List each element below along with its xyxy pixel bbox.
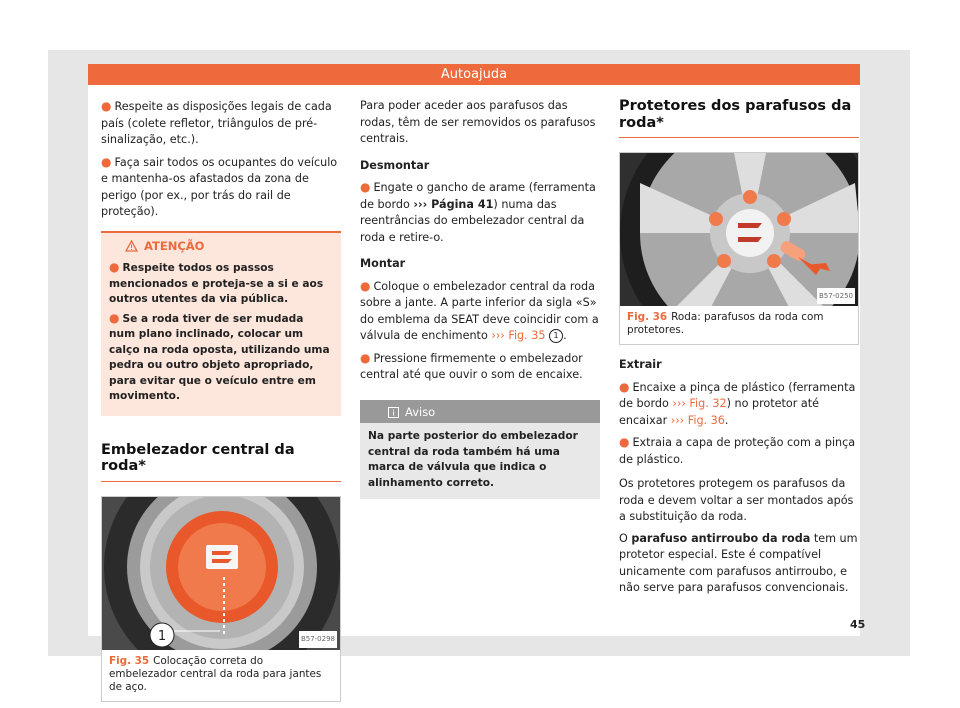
dismount-heading: Desmontar bbox=[360, 158, 430, 172]
bullet-icon: ● bbox=[360, 350, 371, 365]
page-reference-link[interactable]: ››› Página 41 bbox=[413, 197, 494, 211]
note-box bbox=[360, 400, 600, 500]
intro-paragraph: Para poder aceder aos parafusos das rodas, têm de ser removidos os parafusos centrais. bbox=[360, 99, 596, 145]
figure-code: B57-0250 bbox=[817, 288, 855, 305]
bullet-icon: ● bbox=[360, 180, 371, 194]
figure-reference-link[interactable]: ››› Fig. 32 bbox=[672, 397, 727, 410]
page-number: 45 bbox=[850, 618, 866, 631]
list-item: ● Extraia a capa de proteção com a pinça de plástico. bbox=[619, 435, 856, 466]
figure-image bbox=[620, 153, 858, 306]
figure-caption: Fig. 35 Colocação correta do embelezador central da roda para jantes de aço. bbox=[109, 654, 322, 693]
bullet-icon: ● bbox=[360, 278, 371, 293]
column-middle bbox=[360, 98, 600, 499]
wheel-hubcap-illustration bbox=[102, 497, 340, 650]
bullet-icon: ● bbox=[619, 379, 630, 394]
paragraph: O parafuso antirroubo da roda tem um protetor especial. Este é compatível unicamente com parafusos antirroubo, e não serve para parafusos convencionais. bbox=[619, 531, 858, 594]
list-item: ● Coloque o embelezador central da roda sobre a jante. A parte inferior da sigla «S» do emblema da SEAT deve coincidir com a válvula de enchimento ››› Fig. 35 1 . bbox=[360, 278, 599, 342]
paragraph: Os protetores protegem os parafusos da roda e devem voltar a ser montados após a substituição da roda. bbox=[619, 477, 854, 523]
figure-reference-link[interactable]: ››› Fig. 36 bbox=[670, 413, 725, 427]
list-item: ● Respeite as disposições legais de cada país (colete refletor, triângulos de pré-sinalização, etc.). bbox=[101, 99, 332, 146]
list-item: ● Pressione firmemente o embelezador central até que ouvir o som de encaixe. bbox=[360, 350, 583, 381]
list-item: ● Respeite todos os passos mencionados e proteja-se a si e aos outros utentes da via pública. bbox=[109, 260, 324, 305]
section-title: Protetores dos parafusos da roda* bbox=[619, 98, 859, 138]
figure-image bbox=[102, 497, 340, 650]
list-item: ● Engate o gancho de arame (ferramenta de bordo ››› Página 41) numa das reentrâncias do embelezador central da roda e retire-o. bbox=[360, 180, 596, 244]
note-title: Aviso bbox=[360, 402, 600, 424]
warning-triangle-icon bbox=[125, 240, 138, 252]
bullet-icon: ● bbox=[101, 154, 112, 169]
bullet-icon: ● bbox=[619, 435, 630, 449]
warning-title: ATENÇÃO bbox=[109, 239, 333, 255]
mount-heading: Montar bbox=[360, 257, 406, 270]
column-right bbox=[619, 98, 859, 602]
wheel-bolts-illustration bbox=[620, 153, 858, 306]
list-item: ● Faça sair todos os ocupantes do veículo e mantenha-os afastados da zona de perigo (por ex., por trás do rail de proteção). bbox=[101, 154, 338, 218]
bullet-icon: ● bbox=[101, 99, 112, 113]
chapter-header: Autoajuda bbox=[88, 64, 860, 85]
svg-text:1: 1 bbox=[157, 628, 167, 644]
figure-reference-link[interactable]: ››› Fig. 35 bbox=[491, 329, 546, 342]
note-text: Na parte posterior do embelezador central da roda também há uma marca de válvula que indica o alinhamento correto. bbox=[368, 430, 578, 489]
bullet-icon: ● bbox=[109, 310, 120, 325]
figure-35 bbox=[101, 496, 341, 702]
list-item: ● Encaixe a pinça de plástico (ferramenta de bordo ››› Fig. 32) no protetor até encaixar ››› Fig. 36. bbox=[619, 379, 856, 427]
figure-36 bbox=[619, 152, 859, 345]
section-title: Embelezador central da roda* bbox=[101, 442, 341, 482]
warning-box bbox=[101, 231, 341, 416]
figure-code: B57-0298 bbox=[299, 631, 337, 648]
bullet-icon: ● bbox=[109, 260, 120, 274]
list-item: ● Se a roda tiver de ser mudada num plano inclinado, colocar um calço na roda opostа, utilizando uma pedra ou outro objeto apropriado, para evitar que o veículo entre em movimento. bbox=[109, 310, 330, 402]
extract-heading: Extrair bbox=[619, 358, 662, 371]
column-left bbox=[101, 98, 341, 702]
figure-caption: Fig. 36 Roda: parafusos da roda com protetores. bbox=[627, 311, 824, 336]
info-icon bbox=[388, 407, 399, 418]
callout-marker: 1 bbox=[549, 329, 563, 343]
